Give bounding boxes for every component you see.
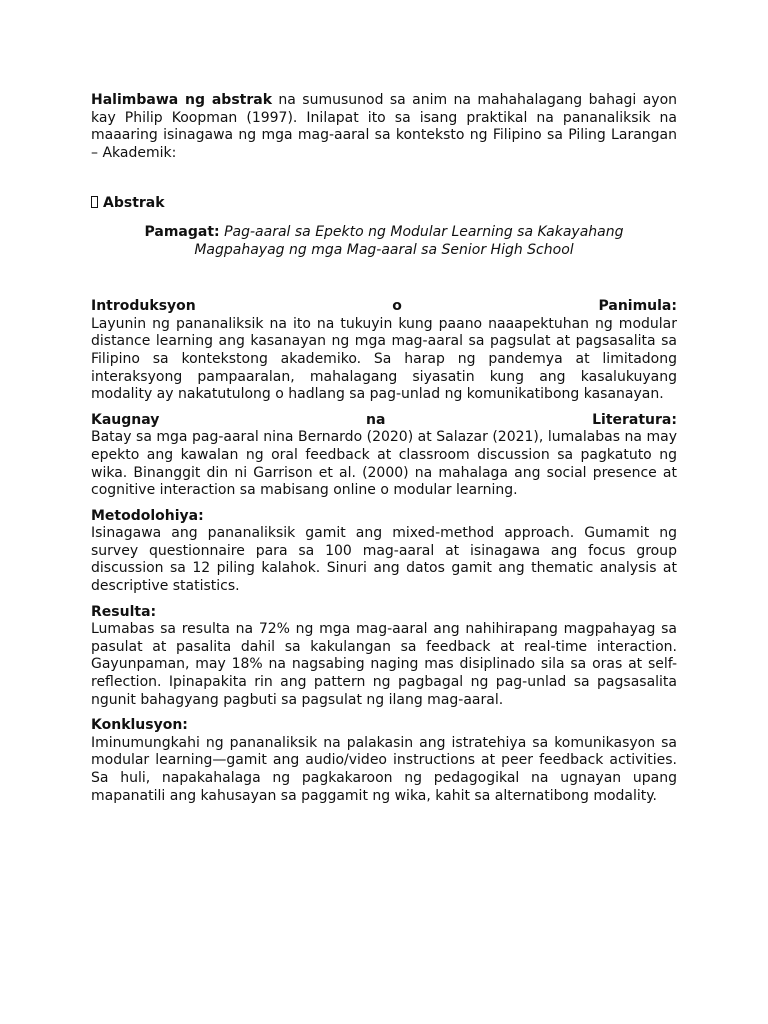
abstrak-label: Abstrak [103, 195, 165, 212]
section-heading [91, 298, 677, 316]
heading-word: Literatura: [592, 411, 677, 428]
section-kaugnay-na-literatura [91, 412, 677, 500]
section-body: Batay sa mga pag-aaral nina Bernardo (2020) at Salazar (2021), lumalabas na may epekto ang kawalan ng oral feedback at classroom discussion sa pagkatuto ng wika. Binanggit din ni Garrison et al. (2000) na mahalaga ang social presence at cognitive interaction sa mabisang online o modular learning. [91, 429, 677, 499]
section-heading [91, 412, 677, 430]
heading-word: o [392, 298, 402, 315]
section-heading: Konklusyon: [91, 717, 188, 734]
section-resulta [91, 604, 677, 710]
heading-word: na [366, 411, 386, 428]
section-introduksyon [91, 298, 677, 404]
intro-text: na sumusunod sa anim na mahahalagang bahagi ayon kay Philip Koopman (1997). Inilapat ito sa isang praktikal na pananaliksik na maaaring isinagawa ng mga mag-aaral sa konteksto ng Filipino sa Piling Larangan – Akademik: [91, 92, 678, 161]
section-body: Isinagawa ang pananaliksik gamit ang mixed-method approach. Gumamit ng survey questionnaire para sa 100 mag-aaral at isinagawa ang focus group discussion sa 12 piling kalahok. Sinuri ang datos gamit ang thematic analysis at descriptive statistics. [91, 525, 677, 595]
intro-paragraph [91, 92, 677, 162]
section-metodolohiya [91, 508, 677, 596]
pamagat-title: Pag-aaral sa Epekto ng Modular Learning sa Kakayahang Magpahayag ng mga Mag-aaral sa Senior High School [194, 223, 624, 258]
section-body: Layunin ng pananaliksik na ito na tukuyin kung paano naaapektuhan ng modular distance learning ang kasanayan ng mga mag-aaral sa pagsulat at pagsasalita sa Filipino sa kontekstong akademiko. Sa harap ng pandemya at limitadong interaksyong pampaaralan, mahalagang siyasatin kung ang kasalukuyang modality ay nakatutulong o hadlang sa pag-unlad ng komunikatibong kasanayan. [91, 315, 677, 403]
heading-word: Kaugnay [91, 411, 160, 428]
heading-word: Introduksyon [91, 298, 196, 315]
heading-word: Panimula: [598, 298, 677, 315]
pamagat-label: Pamagat: [144, 223, 220, 240]
pamagat-block [91, 224, 677, 259]
section-heading: Metodolohiya: [91, 507, 204, 524]
abstrak-heading [91, 195, 677, 213]
section-body: Iminumungkahi ng pananaliksik na palakasin ang istratehiya sa komunikasyon sa modular learning—gamit ang audio/video instructions at peer feedback activities. Sa huli, napakahalaga ng pagkakaroon ng pedagogikal na ugnayan upang mapanatili ang kahusayan sa paggamit ng wika, kahit sa alternatibong modality. [91, 734, 677, 804]
intro-bold-lead: Halimbawa ng abstrak [91, 92, 273, 108]
section-body: Lumabas sa resulta na 72% ng mga mag-aaral ang nahihirapang magpahayag sa pasulat at pasalita dahil sa kakulangan sa feedback at real-time interaction. Gayunpaman, may 18% na nagsabing naging mas disiplinado sila sa oras at self-reflection. Ipinapakita rin ang pattern ng pagbagal ng pag-unlad sa pagsasalita ngunit bahagyang pagbuti sa pagsulat ng ilang mag-aaral. [91, 621, 677, 708]
section-konklusyon [91, 717, 677, 805]
box-glyph-icon [91, 196, 98, 208]
section-heading: Resulta: [91, 603, 157, 620]
document-page [91, 92, 677, 805]
